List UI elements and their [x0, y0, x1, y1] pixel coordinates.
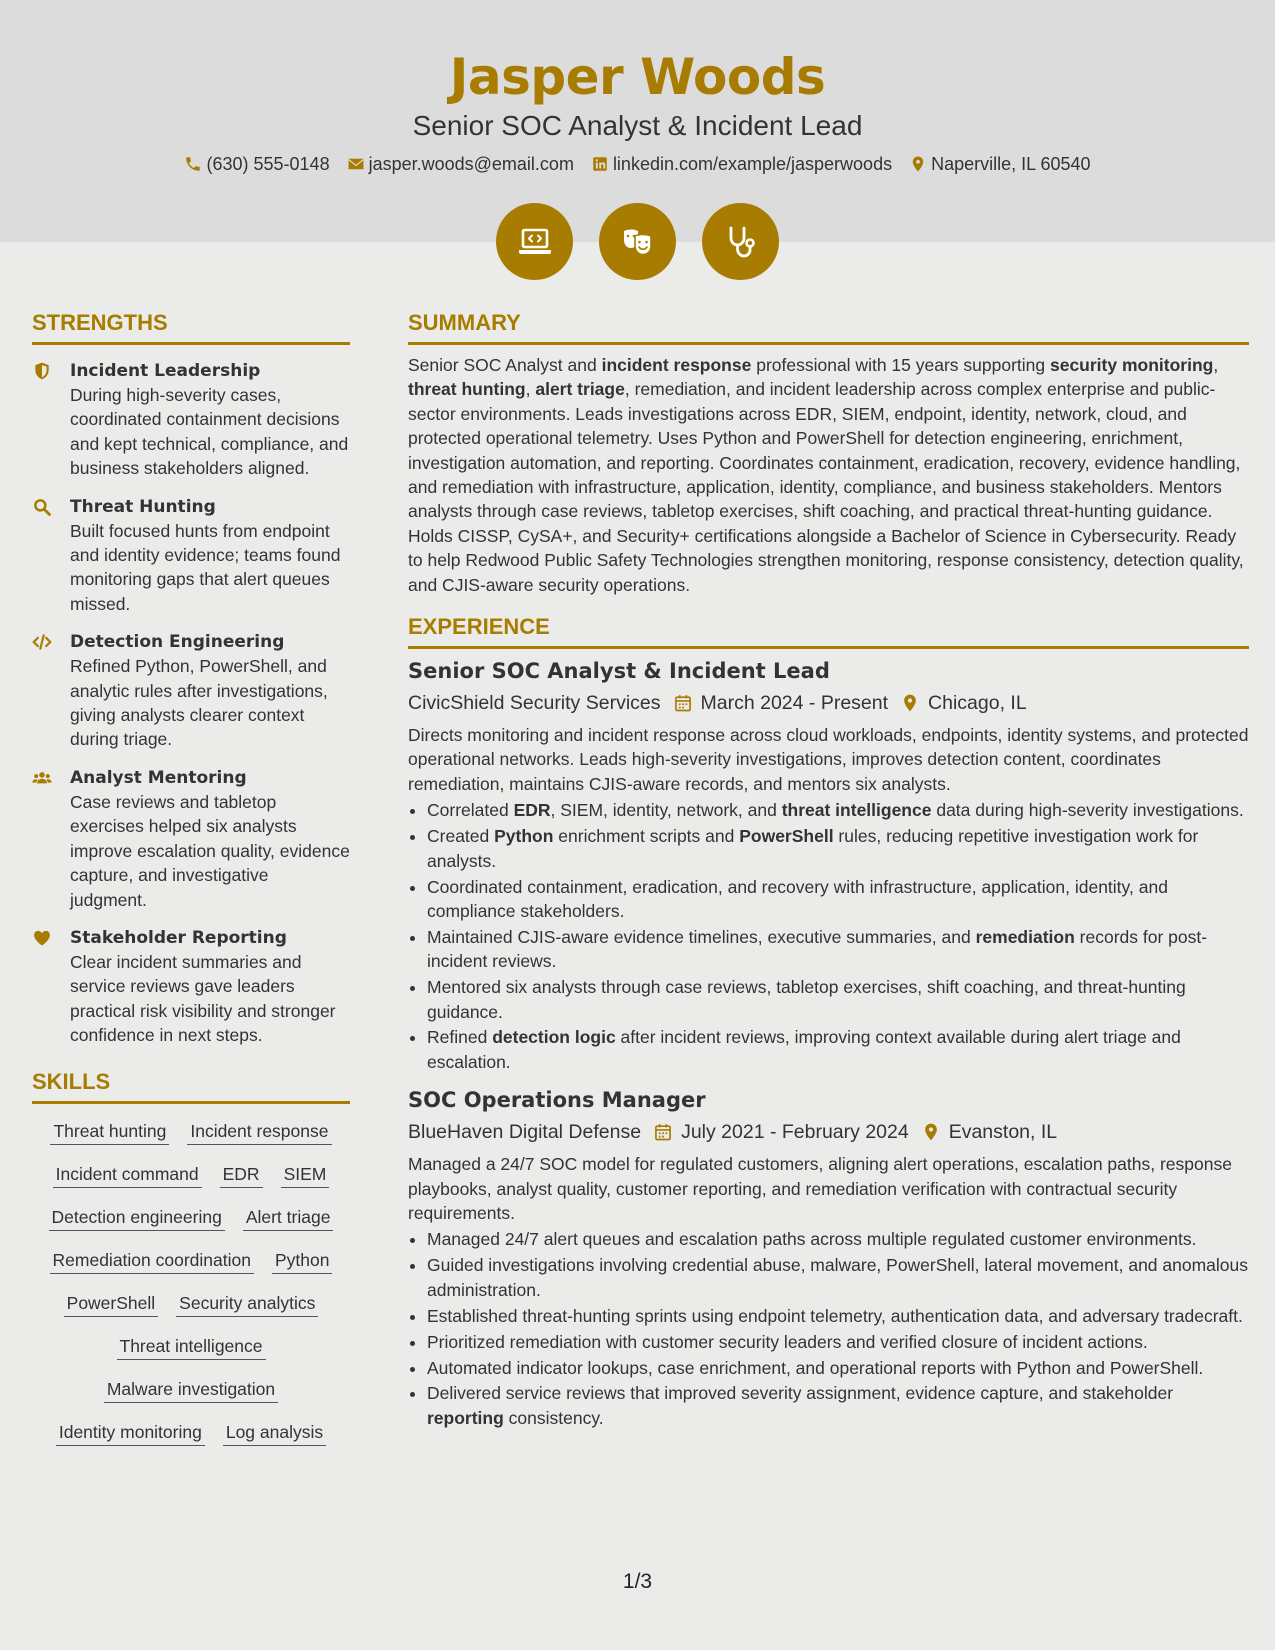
skills-heading: SKILLS: [32, 1068, 350, 1104]
theater-masks-badge: [599, 203, 676, 280]
strength-title: Stakeholder Reporting: [70, 927, 287, 948]
job-bullet: • Managed 24/7 alert queues and escalation paths across multiple regulated customer environments.: [427, 1227, 1249, 1251]
job-dates: March 2024 - Present: [700, 692, 889, 715]
stethoscope-badge: [702, 203, 779, 280]
strength-item: [32, 359, 350, 481]
strength-item: [32, 630, 350, 752]
job-company: CivicShield Security Services: [408, 692, 661, 715]
job-bullet: • Delivered service reviews that improved severity assignment, evidence capture, and stakeholder reporting consistency.: [427, 1381, 1249, 1430]
code-icon: [32, 632, 52, 652]
job-bullet: • Guided investigations involving credential abuse, malware, PowerShell, lateral movement, and anomalous administration.: [427, 1253, 1249, 1302]
job-bullet: • Established threat-hunting sprints using endpoint telemetry, authentication data, and adversary tradecraft.: [427, 1304, 1249, 1328]
job-location: Chicago, IL: [928, 692, 1027, 715]
job-title: SOC Operations Manager: [408, 1088, 706, 1113]
job-description: Managed a 24/7 SOC model for regulated customers, aligning alert operations, escalation paths, response playbooks, analyst quality, customer reporting, and remediation verification with contractual security requirements.: [408, 1154, 1232, 1224]
job-bullet: • Correlated EDR, SIEM, identity, network, and threat intelligence data during high-severity investigations.: [427, 798, 1249, 822]
job-meta: [408, 1118, 1249, 1146]
shield-icon: [32, 361, 52, 381]
laptop-code-icon: [515, 222, 555, 262]
strength-desc: During high-severity cases, coordinated containment decisions and kept technical, compliance, and business stakeholders aligned.: [70, 385, 349, 479]
strength-desc: Case reviews and tabletop exercises helped six analysts improve escalation quality, evidence capture, and investigative judgment.: [70, 791, 350, 910]
calendar-icon: [673, 693, 693, 713]
job-entry: [408, 1086, 1249, 1430]
job-title: Senior SOC Analyst & Incident Lead: [408, 659, 830, 684]
left-column: [32, 309, 350, 1446]
laptop-code-badge: [496, 203, 573, 280]
location-pin-icon: [909, 155, 927, 173]
calendar-icon: [653, 1122, 673, 1142]
contact-email[interactable]: [347, 151, 574, 177]
phone-icon: [184, 155, 202, 173]
job-meta: [408, 689, 1249, 717]
skill-tag: Identity monitoring: [56, 1421, 205, 1446]
job-entry: [408, 657, 1249, 1074]
job-location: Evanston, IL: [948, 1121, 1058, 1144]
job-bullet: • Prioritized remediation with customer security leaders and verified closure of incident actions.: [427, 1330, 1249, 1354]
skill-tag: Alert triage: [243, 1206, 334, 1231]
strength-item: [32, 495, 350, 617]
envelope-icon: [347, 155, 365, 173]
skill-tag: EDR: [220, 1163, 263, 1188]
page-number: 1/3: [622, 1570, 653, 1593]
skill-tag: Python: [272, 1249, 332, 1274]
skill-tag: Security analytics: [176, 1292, 318, 1317]
job-bullet: • Maintained CJIS-aware evidence timelines, executive summaries, and remediation records for post-incident reviews.: [427, 925, 1249, 974]
strength-title: Incident Leadership: [70, 361, 261, 381]
skill-tag: Threat intelligence: [117, 1335, 266, 1360]
users-icon: [32, 768, 52, 788]
location-pin-icon: [900, 693, 920, 713]
skill-tag: Remediation coordination: [50, 1249, 254, 1274]
stethoscope-icon: [721, 222, 761, 262]
strength-item: [32, 766, 350, 912]
skill-tag: Incident command: [53, 1163, 202, 1188]
search-icon: [32, 497, 52, 517]
skill-tag: Log analysis: [223, 1421, 326, 1446]
skill-tag: Malware investigation: [104, 1378, 278, 1403]
contact-phone: [184, 151, 329, 177]
job-bullet: • Automated indicator lookups, case enrichment, and operational reports with Python and PowerShell.: [427, 1356, 1249, 1380]
contact-bar: [0, 151, 1275, 177]
phone-text: (630) 555-0148: [206, 154, 330, 174]
experience-heading: EXPERIENCE: [408, 613, 1249, 649]
strength-title: Threat Hunting: [70, 496, 216, 517]
interest-badges: [0, 203, 1275, 280]
linkedin-text[interactable]: linkedin.com/example/jasperwoods: [612, 154, 893, 174]
job-bullets: [408, 1227, 1249, 1430]
strengths-heading: STRENGTHS: [32, 309, 350, 345]
strength-title: Analyst Mentoring: [70, 767, 247, 788]
strength-desc: Refined Python, PowerShell, and analytic rules after investigations, giving analysts clearer context during triage.: [70, 656, 328, 750]
strength-desc: Built focused hunts from endpoint and identity evidence; teams found monitoring gaps that alert queues missed.: [70, 520, 341, 614]
linkedin-icon: [591, 155, 609, 173]
job-company: BlueHaven Digital Defense: [408, 1121, 642, 1144]
skill-tag: Detection engineering: [49, 1206, 225, 1231]
job-dates: July 2021 - February 2024: [681, 1121, 909, 1144]
theater-masks-icon: [618, 222, 658, 262]
skill-tag: Incident response: [187, 1120, 331, 1145]
skills-list: [32, 1120, 350, 1446]
job-bullet: • Refined detection logic after incident reviews, improving context available during alert triage and escalation.: [427, 1025, 1249, 1074]
candidate-headline: Senior SOC Analyst & Incident Lead: [412, 110, 863, 141]
skill-tag: Threat hunting: [50, 1120, 169, 1145]
job-bullet: • Mentored six analysts through case reviews, tabletop exercises, shift coaching, and threat-hunting guidance.: [427, 975, 1249, 1024]
job-bullets: [408, 798, 1249, 1074]
contact-location: [909, 151, 1090, 177]
summary-text: Senior SOC Analyst and incident response professional with 15 years supporting security monitoring, threat hunting, alert triage, remediation, and incident leadership across complex enterprise and public-sector environments. Leads investigations across EDR, SIEM, endpoint, identity, network, cloud, and protected operational telemetry. Uses Python and PowerShell for detection engineering, enrichment, investigation automation, and reporting. Coordinates containment, eradication, recovery, evidence handling, and remediation with infrastructure, application, identity, compliance, and business stakeholders. Mentors analysts through case reviews, tabletop exercises, shift coaching, and practical threat-hunting guidance. Holds CISSP, CySA+, and Security+ certifications alongside a Bachelor of Science in Cybersecurity. Ready to help Redwood Public Safety Technologies strengthen monitoring, response consistency, detection quality, and CJIS-aware security operations.: [408, 355, 1244, 595]
right-column: [408, 309, 1249, 1432]
summary-heading: SUMMARY: [408, 309, 1249, 345]
job-description: Directs monitoring and incident response across cloud workloads, endpoints, identity systems, and protected operational networks. Leads high-severity investigations, improves detection content, coordinates remediation, maintains CJIS-aware records, and mentors six analysts.: [408, 725, 1249, 794]
skill-tag: PowerShell: [64, 1292, 159, 1317]
strength-desc: Clear incident summaries and service reviews gave leaders practical risk visibility and stronger confidence in next steps.: [70, 951, 336, 1046]
contact-linkedin[interactable]: [591, 151, 892, 177]
location-pin-icon: [921, 1122, 941, 1142]
job-bullet: • Created Python enrichment scripts and PowerShell rules, reducing repetitive investigation work for analysts.: [427, 824, 1249, 873]
skill-tag: SIEM: [281, 1163, 330, 1188]
job-bullet: • Coordinated containment, eradication, and recovery with infrastructure, application, identity, and compliance stakeholders.: [427, 875, 1249, 924]
location-text: Naperville, IL 60540: [931, 154, 1091, 174]
candidate-name: Jasper Woods: [449, 48, 826, 106]
heart-icon: [32, 928, 52, 948]
email-text[interactable]: jasper.woods@email.com: [368, 154, 574, 174]
strength-item: [32, 926, 350, 1048]
strength-title: Detection Engineering: [70, 632, 285, 653]
